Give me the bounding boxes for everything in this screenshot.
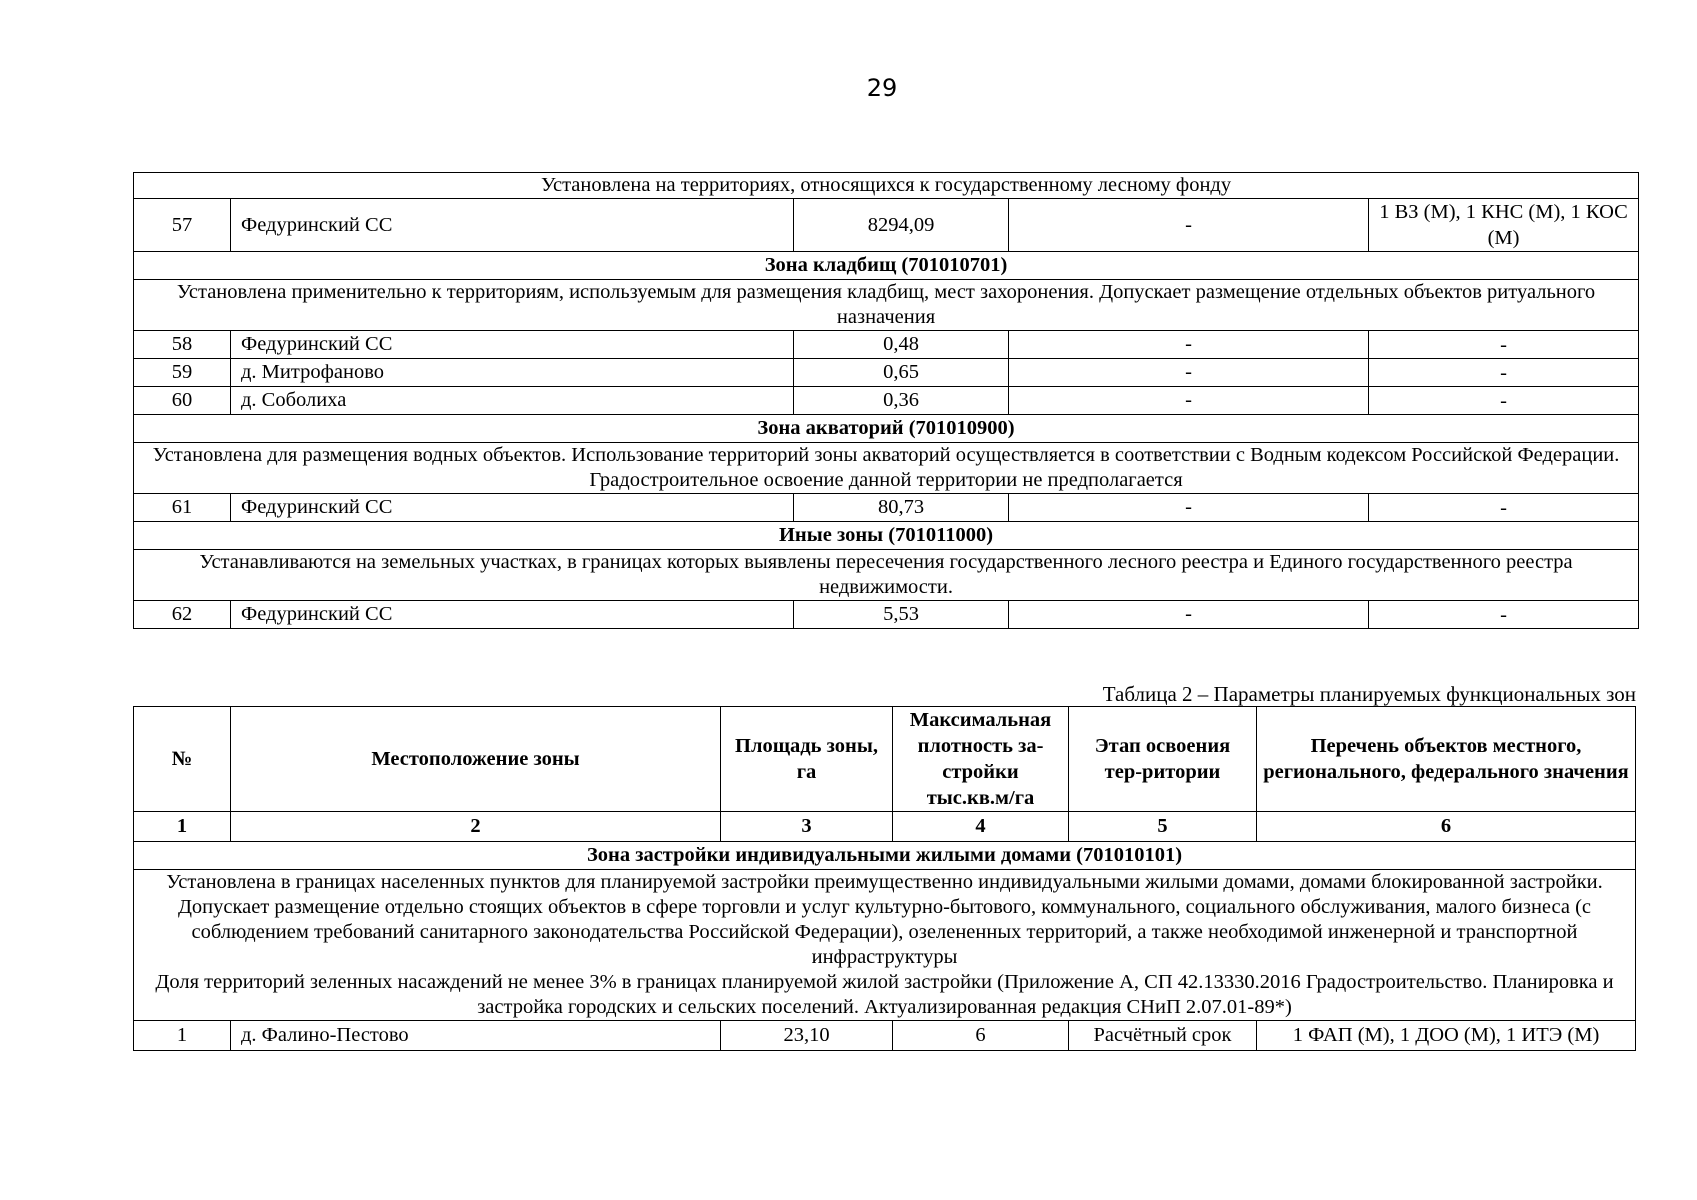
row-objects: -	[1369, 387, 1639, 415]
row-objects: 1 ВЗ (М), 1 КНС (М), 1 КОС (М)	[1369, 199, 1639, 252]
zone-description: Устанавливаются на земельных участках, в границах которых выявлены пересечения государственного лесного реестра и Единого государственного реестра недвижимости.	[134, 550, 1639, 601]
row-area: 23,10	[721, 1021, 893, 1051]
column-number: 6	[1257, 812, 1636, 842]
row-number: 59	[134, 359, 231, 387]
table-row	[134, 359, 1639, 387]
zone-description: Установлена на территориях, относящихся к государственному лесному фонду	[134, 173, 1639, 199]
column-number: 4	[893, 812, 1069, 842]
row-location: д. Фалино-Пестово	[231, 1021, 721, 1051]
column-number: 3	[721, 812, 893, 842]
column-number: 2	[231, 812, 721, 842]
row-stage: Расчётный срок	[1069, 1021, 1257, 1051]
table-planned-zones	[133, 706, 1636, 1051]
zone-description-cell	[134, 870, 1636, 1021]
row-objects: -	[1369, 331, 1639, 359]
table-row	[134, 1021, 1636, 1051]
row-stage: -	[1009, 359, 1369, 387]
zone-description-row	[134, 443, 1639, 494]
row-number: 58	[134, 331, 231, 359]
zone-title-row	[134, 252, 1639, 280]
row-area: 0,65	[794, 359, 1009, 387]
table-row	[134, 199, 1639, 252]
zone-description: Установлена применительно к территориям, используемым для размещения кладбищ, мест захоронения. Допускает размещение отдельных объектов ритуального назначения	[134, 280, 1639, 331]
column-number: 1	[134, 812, 231, 842]
row-location: Федуринский СС	[231, 494, 794, 522]
row-location: д. Митрофаново	[231, 359, 794, 387]
zone-title-row	[134, 842, 1636, 870]
table-row	[134, 601, 1639, 629]
zone-title: Зона кладбищ (701010701)	[134, 252, 1639, 280]
page-number: 29	[866, 74, 898, 102]
row-area: 80,73	[794, 494, 1009, 522]
table-zones-continued	[133, 172, 1639, 629]
zone-description-row	[134, 280, 1639, 331]
row-stage: -	[1009, 601, 1369, 629]
row-objects: -	[1369, 359, 1639, 387]
row-number: 62	[134, 601, 231, 629]
table2-header-row	[134, 707, 1636, 812]
row-number: 60	[134, 387, 231, 415]
zone-title: Зона акваторий (701010900)	[134, 415, 1639, 443]
zone-description-row	[134, 550, 1639, 601]
zone-description: Установлена для размещения водных объектов. Использование территорий зоны акваторий осуществляется в соответствии с Водным кодексом Российской Федерации. Градостроительное освоение данной территории не предполагается	[134, 443, 1639, 494]
row-area: 8294,09	[794, 199, 1009, 252]
row-number: 1	[134, 1021, 231, 1051]
row-location: д. Соболиха	[231, 387, 794, 415]
table1-body	[134, 173, 1639, 629]
row-stage: -	[1009, 199, 1369, 252]
zone-description-row	[134, 173, 1639, 199]
header-density: Максимальная плотность за-стройки тыс.кв.м/га	[893, 707, 1069, 812]
row-stage: -	[1009, 494, 1369, 522]
row-location: Федуринский СС	[231, 199, 794, 252]
row-stage: -	[1009, 387, 1369, 415]
row-location: Федуринский СС	[231, 601, 794, 629]
row-objects: 1 ФАП (М), 1 ДОО (М), 1 ИТЭ (М)	[1257, 1021, 1636, 1051]
header-number: №	[134, 707, 231, 812]
zone-title: Зона застройки индивидуальными жилыми домами (701010101)	[134, 842, 1636, 870]
row-objects: -	[1369, 494, 1639, 522]
table-row	[134, 331, 1639, 359]
table2-caption: Таблица 2 – Параметры планируемых функциональных зон	[1102, 682, 1636, 706]
zone-note: Доля территорий зеленных насаждений не менее 3% в границах планируемой жилой застройки (Приложение А, СП 42.13330.2016 Градостроительство. Планировка и застройка городских и сельских поселений. Актуализированная редакция СНиП 2.07.01-89*)	[155, 971, 1614, 1018]
row-area: 5,53	[794, 601, 1009, 629]
header-area: Площадь зоны, га	[721, 707, 893, 812]
header-stage: Этап освоения тер-ритории	[1069, 707, 1257, 812]
row-objects: -	[1369, 601, 1639, 629]
row-density: 6	[893, 1021, 1069, 1051]
header-location: Местоположение зоны	[231, 707, 721, 812]
column-number: 5	[1069, 812, 1257, 842]
row-area: 0,48	[794, 331, 1009, 359]
zone-title-row	[134, 415, 1639, 443]
row-number: 61	[134, 494, 231, 522]
column-numbers-row	[134, 812, 1636, 842]
zone-title: Иные зоны (701011000)	[134, 522, 1639, 550]
zone-description: Установлена в границах населенных пунктов для планируемой застройки преимущественно индивидуальными жилыми домами, домами блокированной застройки. Допускает размещение отдельно стоящих объектов в сфере торговли и услуг культурно-бытового, коммунального, социального обслуживания, малого бизнеса (с соблюдением требований санитарного законодательства Российской Федерации), озелененных территорий, а также необходимой инженерной и транспортной инфраструктуры	[166, 871, 1603, 968]
row-area: 0,36	[794, 387, 1009, 415]
header-objects: Перечень объектов местного, регионального, федерального значения	[1257, 707, 1636, 812]
table-row	[134, 494, 1639, 522]
zone-description-row	[134, 870, 1636, 1021]
row-number: 57	[134, 199, 231, 252]
zone-title-row	[134, 522, 1639, 550]
table-row	[134, 387, 1639, 415]
row-stage: -	[1009, 331, 1369, 359]
row-location: Федуринский СС	[231, 331, 794, 359]
